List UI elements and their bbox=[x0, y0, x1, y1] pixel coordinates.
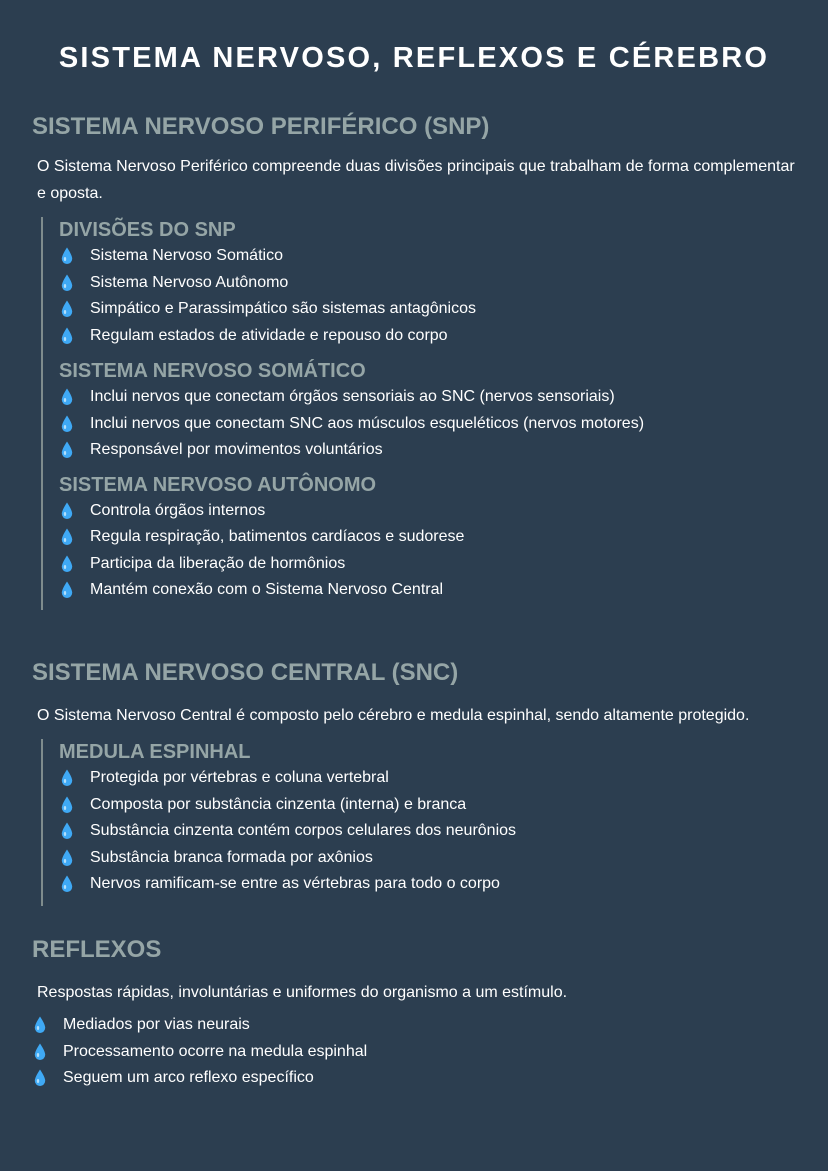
bullet-list-autonomo bbox=[59, 498, 796, 604]
droplet-icon bbox=[61, 327, 73, 345]
list-item-text: Mediados por vias neurais bbox=[63, 1016, 250, 1033]
droplet-icon bbox=[61, 300, 73, 318]
list-item-text: Composta por substância cinzenta (interna) e branca bbox=[90, 795, 467, 813]
bullet-list-medula bbox=[59, 765, 796, 898]
list-item bbox=[59, 577, 796, 604]
list-item bbox=[59, 270, 796, 297]
bullet-list-reflexos bbox=[32, 1012, 796, 1092]
section-reflexos bbox=[32, 935, 796, 1092]
subsection-divisoes bbox=[41, 217, 796, 356]
list-item bbox=[32, 1065, 796, 1092]
list-item-text: Seguem um arco reflexo específico bbox=[63, 1069, 314, 1086]
bullet-list-divisoes bbox=[59, 243, 796, 349]
list-item-text: Responsável por movimentos voluntários bbox=[90, 441, 383, 458]
list-item-text: Mantém conexão com o Sistema Nervoso Central bbox=[90, 581, 444, 598]
droplet-icon bbox=[61, 875, 73, 893]
subsection-title-somatico: SISTEMA NERVOSO SOMÁTICO bbox=[59, 360, 366, 382]
section-title-snp: SISTEMA NERVOSO PERIFÉRICO (SNP) bbox=[32, 113, 490, 140]
subsection-title-medula: MEDULA ESPINHAL bbox=[59, 741, 251, 763]
subsection-autonomo bbox=[41, 470, 796, 610]
droplet-icon bbox=[61, 388, 73, 406]
droplet-icon bbox=[34, 1043, 46, 1061]
subsection-somatico bbox=[41, 356, 796, 470]
droplet-icon bbox=[61, 274, 73, 292]
droplet-icon bbox=[61, 822, 73, 840]
list-item-text: Substância cinzenta contém corpos celulares dos neurônios bbox=[90, 822, 517, 839]
droplet-icon bbox=[61, 415, 73, 433]
droplet-icon bbox=[61, 555, 73, 573]
list-item bbox=[59, 437, 796, 464]
list-item bbox=[59, 323, 796, 350]
section-snc bbox=[32, 658, 796, 906]
droplet-icon bbox=[34, 1016, 46, 1034]
list-item bbox=[59, 818, 796, 845]
list-item-text: Substância branca formada por axônios bbox=[90, 848, 373, 866]
section-intro-snc: O Sistema Nervoso Central é composto pelo cérebro e medula espinhal, sendo altamente protegido. bbox=[37, 707, 750, 724]
list-item bbox=[59, 551, 796, 578]
list-item bbox=[32, 1012, 796, 1039]
section-title-snc: SISTEMA NERVOSO CENTRAL (SNC) bbox=[32, 659, 459, 686]
list-item-text: Protegida por vértebras e coluna vertebral bbox=[90, 769, 389, 786]
droplet-icon bbox=[61, 528, 73, 546]
droplet-icon bbox=[61, 581, 73, 599]
list-item bbox=[32, 1039, 796, 1066]
bullet-list-somatico bbox=[59, 384, 796, 464]
list-item bbox=[59, 524, 796, 551]
list-item-text: Simpático e Parassimpático são sistemas antagônicos bbox=[90, 300, 476, 317]
list-item-text: Regulam estados de atividade e repouso do corpo bbox=[90, 326, 448, 344]
list-item bbox=[59, 498, 796, 525]
droplet-icon bbox=[34, 1069, 46, 1087]
droplet-icon bbox=[61, 247, 73, 265]
droplet-icon bbox=[61, 796, 73, 814]
subsection-title-divisoes: DIVISÕES DO SNP bbox=[59, 219, 236, 241]
section-title-reflexos: REFLEXOS bbox=[32, 936, 162, 963]
subsection-title-autonomo: SISTEMA NERVOSO AUTÔNOMO bbox=[59, 473, 377, 496]
section-intro-snp: O Sistema Nervoso Periférico compreende duas divisões principais que trabalham de forma complementar e oposta. bbox=[37, 158, 795, 202]
list-item bbox=[59, 765, 796, 792]
droplet-icon bbox=[61, 502, 73, 520]
subsection-medula bbox=[41, 739, 796, 906]
list-item-text: Sistema Nervoso Somático bbox=[90, 247, 283, 264]
list-item-text: Inclui nervos que conectam órgãos sensoriais ao SNC (nervos sensoriais) bbox=[90, 388, 615, 405]
list-item-text: Participa da liberação de hormônios bbox=[90, 554, 346, 572]
list-item-text: Processamento ocorre na medula espinhal bbox=[63, 1042, 368, 1060]
list-item bbox=[59, 871, 796, 898]
droplet-icon bbox=[61, 441, 73, 459]
section-intro-reflexos: Respostas rápidas, involuntárias e uniformes do organismo a um estímulo. bbox=[37, 984, 568, 1001]
list-item bbox=[59, 845, 796, 872]
section-snp bbox=[32, 112, 796, 610]
list-item-text: Controla órgãos internos bbox=[90, 501, 266, 519]
list-item-text: Regula respiração, batimentos cardíacos e sudorese bbox=[90, 528, 465, 545]
list-item-text: Sistema Nervoso Autônomo bbox=[90, 273, 289, 291]
list-item bbox=[59, 384, 796, 411]
list-item-text: Inclui nervos que conectam SNC aos músculos esqueléticos (nervos motores) bbox=[90, 414, 645, 432]
droplet-icon bbox=[61, 769, 73, 787]
droplet-icon bbox=[61, 849, 73, 867]
page-title: SISTEMA NERVOSO, REFLEXOS E CÉREBRO bbox=[58, 42, 770, 74]
list-item bbox=[59, 243, 796, 270]
list-item bbox=[59, 296, 796, 323]
list-item bbox=[59, 792, 796, 819]
list-item-text: Nervos ramificam-se entre as vértebras para todo o corpo bbox=[90, 875, 500, 892]
list-item bbox=[59, 411, 796, 438]
